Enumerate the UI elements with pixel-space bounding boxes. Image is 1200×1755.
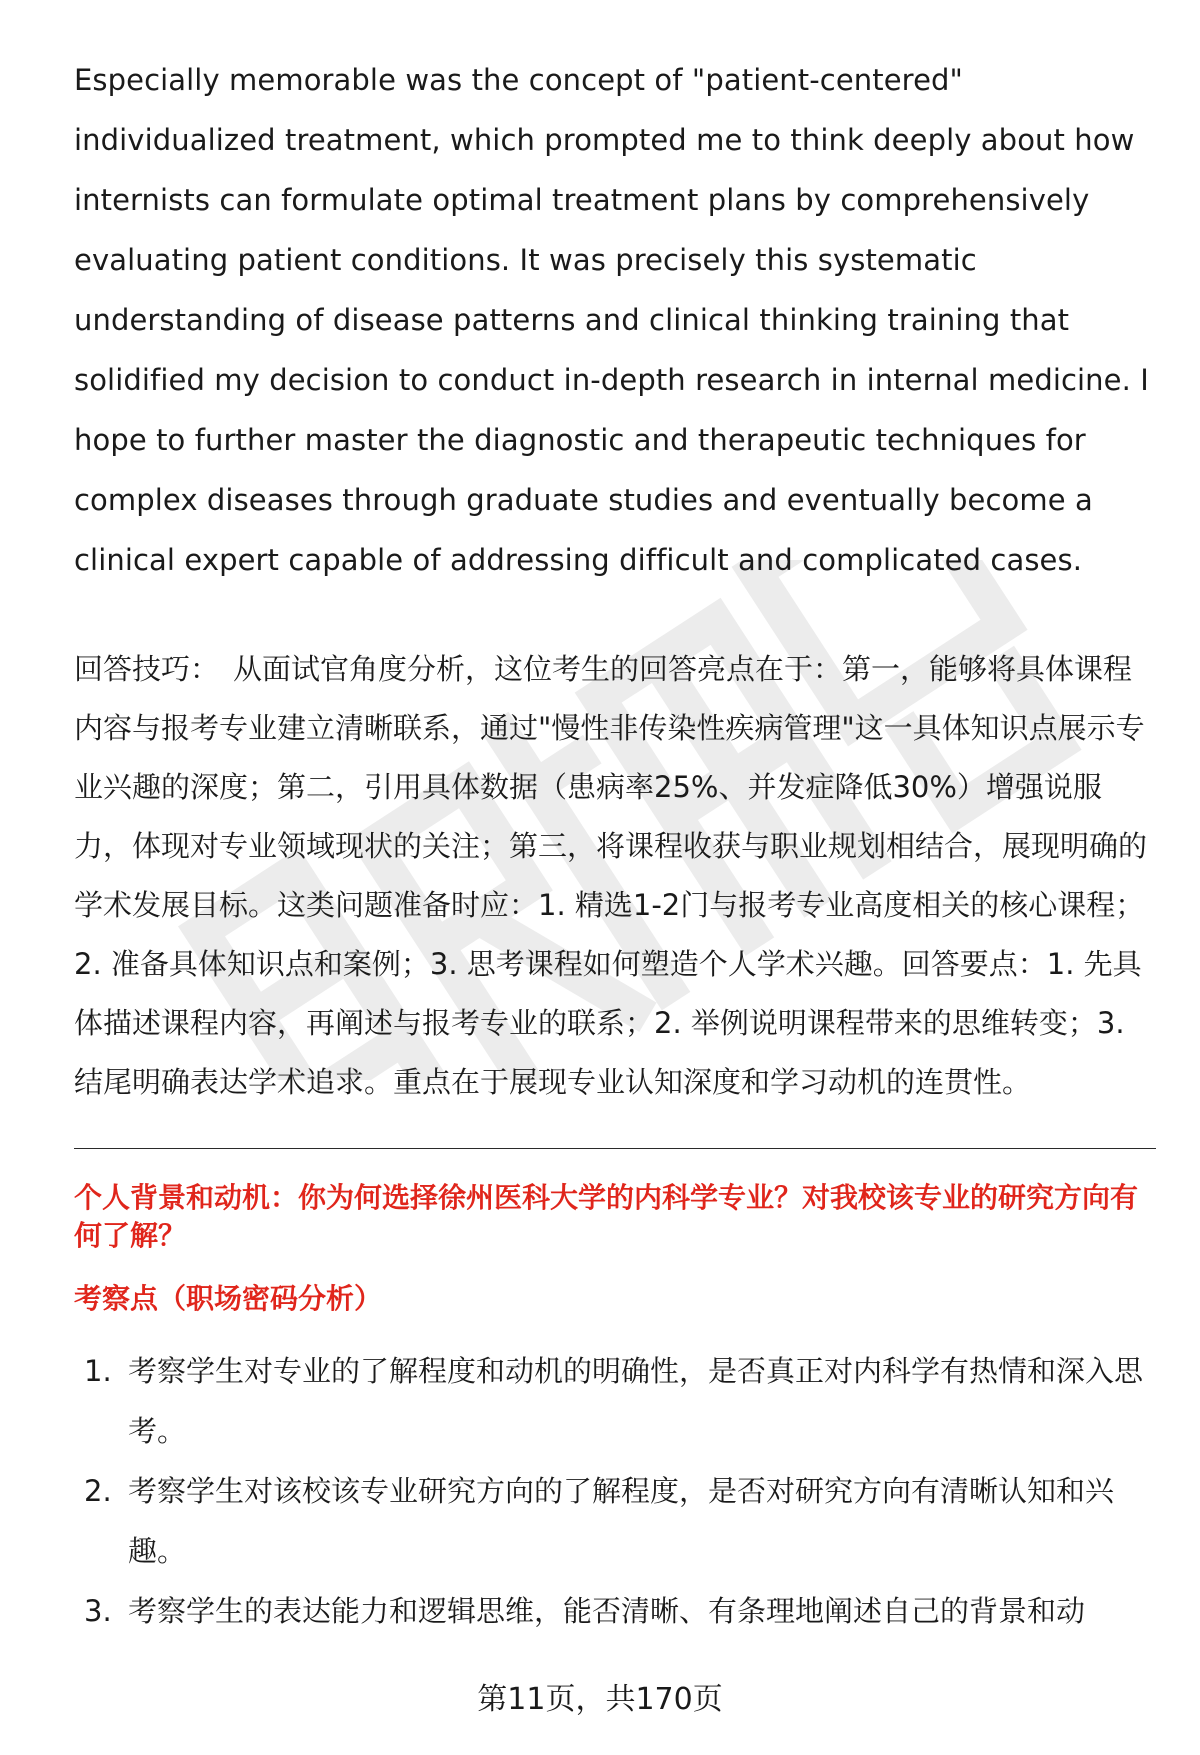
list-item bbox=[74, 1461, 1156, 1581]
list-item-number: 1. bbox=[84, 1354, 112, 1388]
list-item-text: 考察学生对专业的了解程度和动机的明确性，是否真正对内科学有热情和深入思考。 bbox=[128, 1354, 1144, 1448]
page-content bbox=[74, 50, 1156, 1641]
list-item-text: 考察学生对该校该专业研究方向的了解程度，是否对研究方向有清晰认知和兴趣。 bbox=[128, 1474, 1115, 1568]
list-item-number: 2. bbox=[84, 1474, 112, 1508]
answer-tips-paragraph bbox=[74, 640, 1156, 1112]
page-number-footer: 第11页，共170页 bbox=[477, 1682, 723, 1717]
answer-tips-label: 回答技巧： bbox=[74, 652, 220, 686]
exam-points-heading: 考察点（职场密码分析） bbox=[74, 1282, 383, 1315]
list-item bbox=[74, 1581, 1156, 1641]
question-heading: 个人背景和动机：你为何选择徐州医科大学的内科学专业？对我校该专业的研究方向有何了解？ bbox=[74, 1181, 1139, 1252]
answer-tips-text: 从面试官角度分析，这位考生的回答亮点在于：第一，能够将具体课程内容与报考专业建立清晰联系，通过"慢性非传染性疾病管理"这一具体知识点展示专业兴趣的深度；第二，引用具体数据（患病率25%、并发症降低30%）增强说服力，体现对专业领域现状的关注；第三，将课程收获与职业规划相结合，展现明确的学术发展目标。这类问题准备时应：1. 精选1-2门与报考专业高度相关的核心课程；2. 准备具体知识点和案例；3. 思考课程如何塑造个人学术兴趣。回答要点：1. 先具体描述课程内容，再阐述与报考专业的联系；2. 举例说明课程带来的思维转变；3. 结尾明确表达学术追求。重点在于展现专业认知深度和学习动机的连贯性。 bbox=[74, 652, 1148, 1099]
exam-points-list bbox=[74, 1341, 1156, 1641]
list-item bbox=[74, 1341, 1156, 1461]
list-item-number: 3. bbox=[84, 1594, 112, 1628]
section-divider bbox=[74, 1148, 1156, 1149]
answer-paragraph-english: Especially memorable was the concept of "patient-centered" individualized treatment, which prompted me to think deeply about how internists can formulate optimal treatment plans by comprehensively evaluating patient conditions. It was precisely this systematic understanding of disease patterns and clinical thinking training that solidified my decision to conduct in-depth research in internal medicine. I hope to further master the diagnostic and therapeutic techniques for complex diseases through graduate studies and eventually become a clinical expert capable of addressing difficult and complicated cases. bbox=[74, 63, 1149, 577]
list-item-text: 考察学生的表达能力和逻辑思维，能否清晰、有条理地阐述自己的背景和动 bbox=[128, 1594, 1086, 1628]
